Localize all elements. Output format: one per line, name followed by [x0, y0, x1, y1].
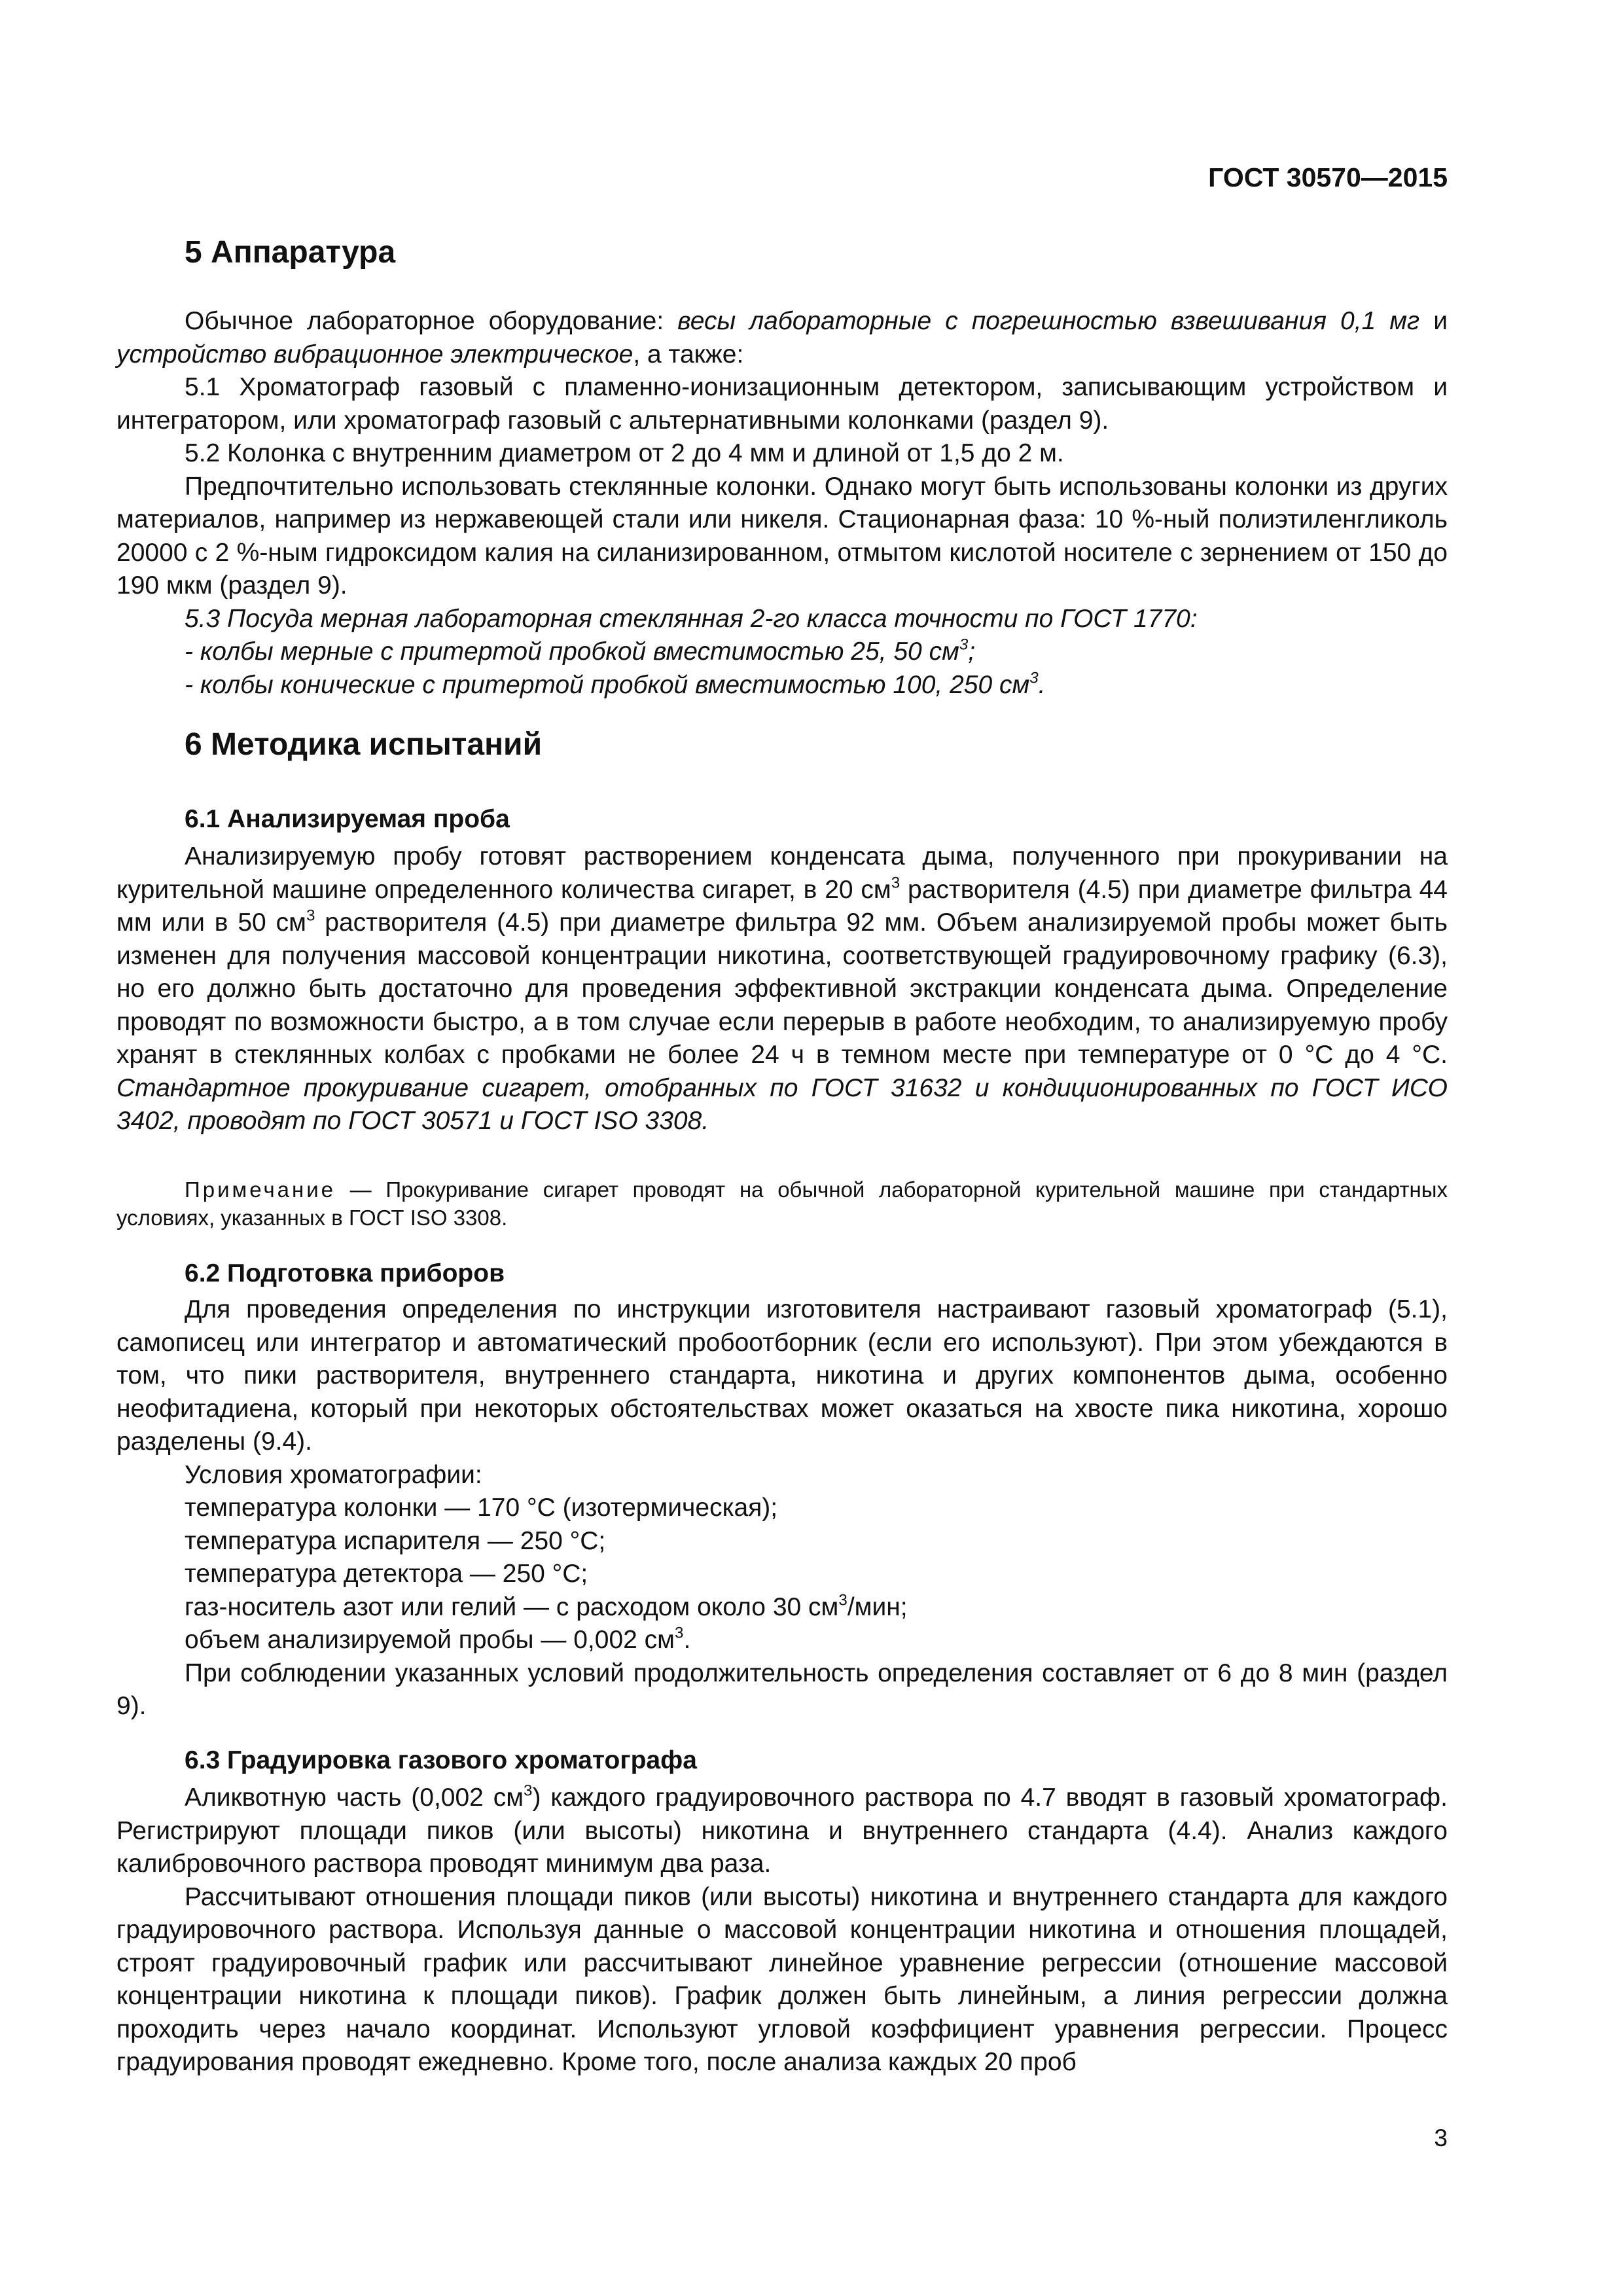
- conditions-label: Условия хроматографии:: [185, 1460, 482, 1489]
- subsection-6-2-title: 6.2 Подготовка приборов: [185, 1259, 505, 1287]
- item-5-3: 5.3 Посуда мерная лабораторная стеклянная 2-го класса точности по ГОСТ 1770:: [185, 604, 1198, 633]
- condition-item: объем анализируемой пробы — 0,002 $см^3$.: [185, 1624, 691, 1654]
- note-text: — Прокуривание сигарет проводят на обычной лабораторной курительной машине при стандартных условиях, указанных в ГОСТ ISO 3308.: [116, 1177, 1448, 1230]
- subsection-6-3-title: 6.3 Градуировка газового хроматографа: [185, 1746, 697, 1774]
- section-6-title: 6 Методика испытаний: [185, 727, 543, 762]
- duration-paragraph: При соблюдении указанных условий продолжительность определения составляет от 6 до 8 мин (раздел 9).: [116, 1659, 1448, 1720]
- subsection-6-2-body: [116, 1293, 1448, 1723]
- condition-item: газ-носитель азот или гелий — с расходом около 30 $см^3$/мин;: [185, 1590, 908, 1621]
- intro-paragraph: Обычное лабораторное оборудование: весы лабораторные с погрешностью взвешивания 0,1 мг и устройство вибрационное электрическое, а также:: [116, 307, 1448, 368]
- sample-paragraph: Анализируемую пробу готовят растворением конденсата дыма, полученного при прокуривании на курительной машине определенного количества сигарет, в 20 $см^3$ растворителя (4.5) при диаметре фильтра 44 мм или в 50 $см^3$ растворителя (4.5) при диаметре фильтра 92 мм. Объем анализируемой пробы может быть изменен для получения массовой концентрации никотина, соответствующей градуировочному графику (6.3), но его должно быть достаточно для проведения эффективной экстракции конденсата дыма. Определение проводят по возможности быстро, а в том случае если перерыв в работе необходим, то анализируемую пробу хранят в стеклянных колбах с пробками не более 24 ч в темном месте при температуре от 0 °С до 4 °С. Стандартное прокуривание сигарет, отобранных по ГОСТ 31632 и кондиционированных по ГОСТ ИСО 3402, проводят по ГОСТ 30571 и ГОСТ ISO 3308.: [116, 842, 1448, 1135]
- condition-item: температура колонки — 170 °С (изотермическая);: [185, 1494, 778, 1522]
- aliquot-paragraph: Аликвотную часть (0,002 $см^3$) каждого градуировочного раствора по 4.7 вводят в газовый хроматограф. Регистрируют площади пиков (или высоты) никотина и внутреннего стандарта (4.4). Анализ каждого калибровочного раствора проводят минимум два раза.: [116, 1782, 1448, 1878]
- subsection-6-1-body: [116, 840, 1448, 1138]
- section-5-title: 5 Аппаратура: [185, 235, 396, 270]
- subsection-6-3-body: [116, 1782, 1448, 2079]
- note-label: Примечание: [185, 1177, 336, 1202]
- item-5-2: 5.2 Колонка с внутренним диаметром от 2 до 4 мм и длиной от 1,5 до 2 м.: [185, 439, 1064, 467]
- calibration-paragraph: Рассчитывают отношения площади пиков (или высоты) никотина и внутреннего стандарта для каждого градуировочного раствора. Используя данные о массовой концентрации никотина и отношения площадей, строят градуировочный график или рассчитывают линейное уравнение регрессии (отношение массовой концентрации никотина к площади пиков). График должен быть линейным, а линия регрессии должна проходить через начало координат. Используют угловой коэффициент уравнения регрессии. Процесс градуирования проводят ежедневно. Кроме того, после анализа каждых 20 проб: [116, 1882, 1448, 2076]
- note: [116, 1175, 1448, 1232]
- list-item: - колбы конические с притертой пробкой вместимостью 100, 250 $см^3$.: [185, 668, 1046, 699]
- condition-item: температура испарителя — 250 °С;: [185, 1526, 606, 1555]
- item-5-1: 5.1 Хроматограф газовый с пламенно-ионизационным детектором, записывающим устройством и интегратором, или хроматограф газовый с альтернативными колонками (раздел 9).: [116, 373, 1448, 435]
- document-code: ГОСТ 30570—2015: [1208, 162, 1448, 192]
- setup-paragraph: Для проведения определения по инструкции изготовителя настраивают газовый хроматограф (5.1), самописец или интегратор и автоматический пробоотборник (если его используют). При этом убеждаются в том, что пики растворителя, внутреннего стандарта, никотина и других компонентов дыма, особенно неофитадиена, который при некоторых обстоятельствах может оказаться на хвосте пика никотина, хорошо разделены (9.4).: [116, 1295, 1448, 1456]
- condition-item: температура детектора — 250 °С;: [185, 1560, 588, 1588]
- subsection-6-1-title: 6.1 Анализируемая проба: [185, 805, 510, 833]
- list-item: - колбы мерные с притертой пробкой вместимостью 25, 50 $см^3$;: [185, 636, 976, 666]
- columns-paragraph: Предпочтительно использовать стеклянные колонки. Однако могут быть использованы колонки из других материалов, например из нержавеющей стали или никеля. Стационарная фаза: 10 %-ный полиэтиленгликоль 20000 с 2 %-ным гидроксидом калия на силанизированном, отмытом кислотой носителе с зернением от 150 до 190 мкм (раздел 9).: [116, 472, 1448, 600]
- page-number: 3: [1434, 2125, 1448, 2151]
- section-5-body: [116, 305, 1448, 702]
